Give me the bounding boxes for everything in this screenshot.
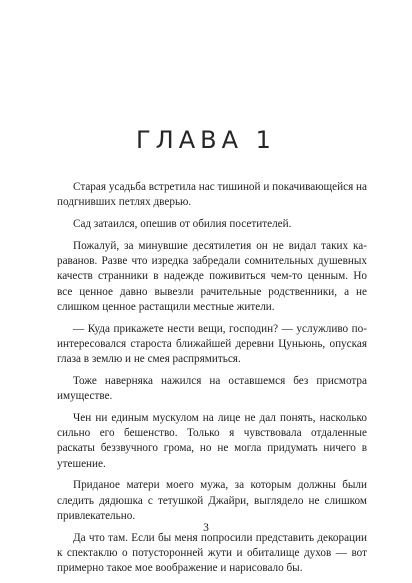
- page-number: 3: [203, 522, 209, 534]
- paragraph: Чен ни единым мускулом на лице не дал понять, насколько сильно его бешенство. Только я чувствовала отдаленные раскаты беззвучного грома, но не могла придумать ничего в утешение.: [57, 411, 367, 470]
- paragraph: — Куда прикажете нести вещи, господин? — услужливо поинтересовался староста ближайшей деревни Цуньюнь, опуская глаза в землю и не смея распрямиться.: [57, 322, 367, 366]
- paragraph: Пожалуй, за минувшие десятилетия он не видал таких караванов. Разве что изредка забредали сомнительных душевных качеств странники в надежде поживиться чем-то ценным. Но все ценное давно вывезли рачительные родственники, а не слишком ценное растащили местные жители.: [57, 239, 367, 313]
- paragraph: Приданое матери моего мужа, за которым должны были следить дядюшка с тетушкой Джайри, выглядело не слишком привлекательно.: [57, 479, 367, 522]
- chapter-title: ГЛАВА 1: [136, 126, 276, 154]
- paragraph: Сад затаился, опешив от обилия посетителей.: [73, 217, 292, 230]
- paragraph: Да что там. Если бы меня попросили представить декорации к спектаклю о потусторонней жути и обиталище духов — вот примерно такое мое воображение и нарисовало бы.: [57, 531, 367, 575]
- paragraph: Тоже наверняка нажился на оставшемся без присмотра имуществе.: [57, 374, 367, 403]
- paragraph: Старая усадьба встретила нас тишиной и покачивающейся на подгнивших петлях дверью.: [57, 181, 367, 209]
